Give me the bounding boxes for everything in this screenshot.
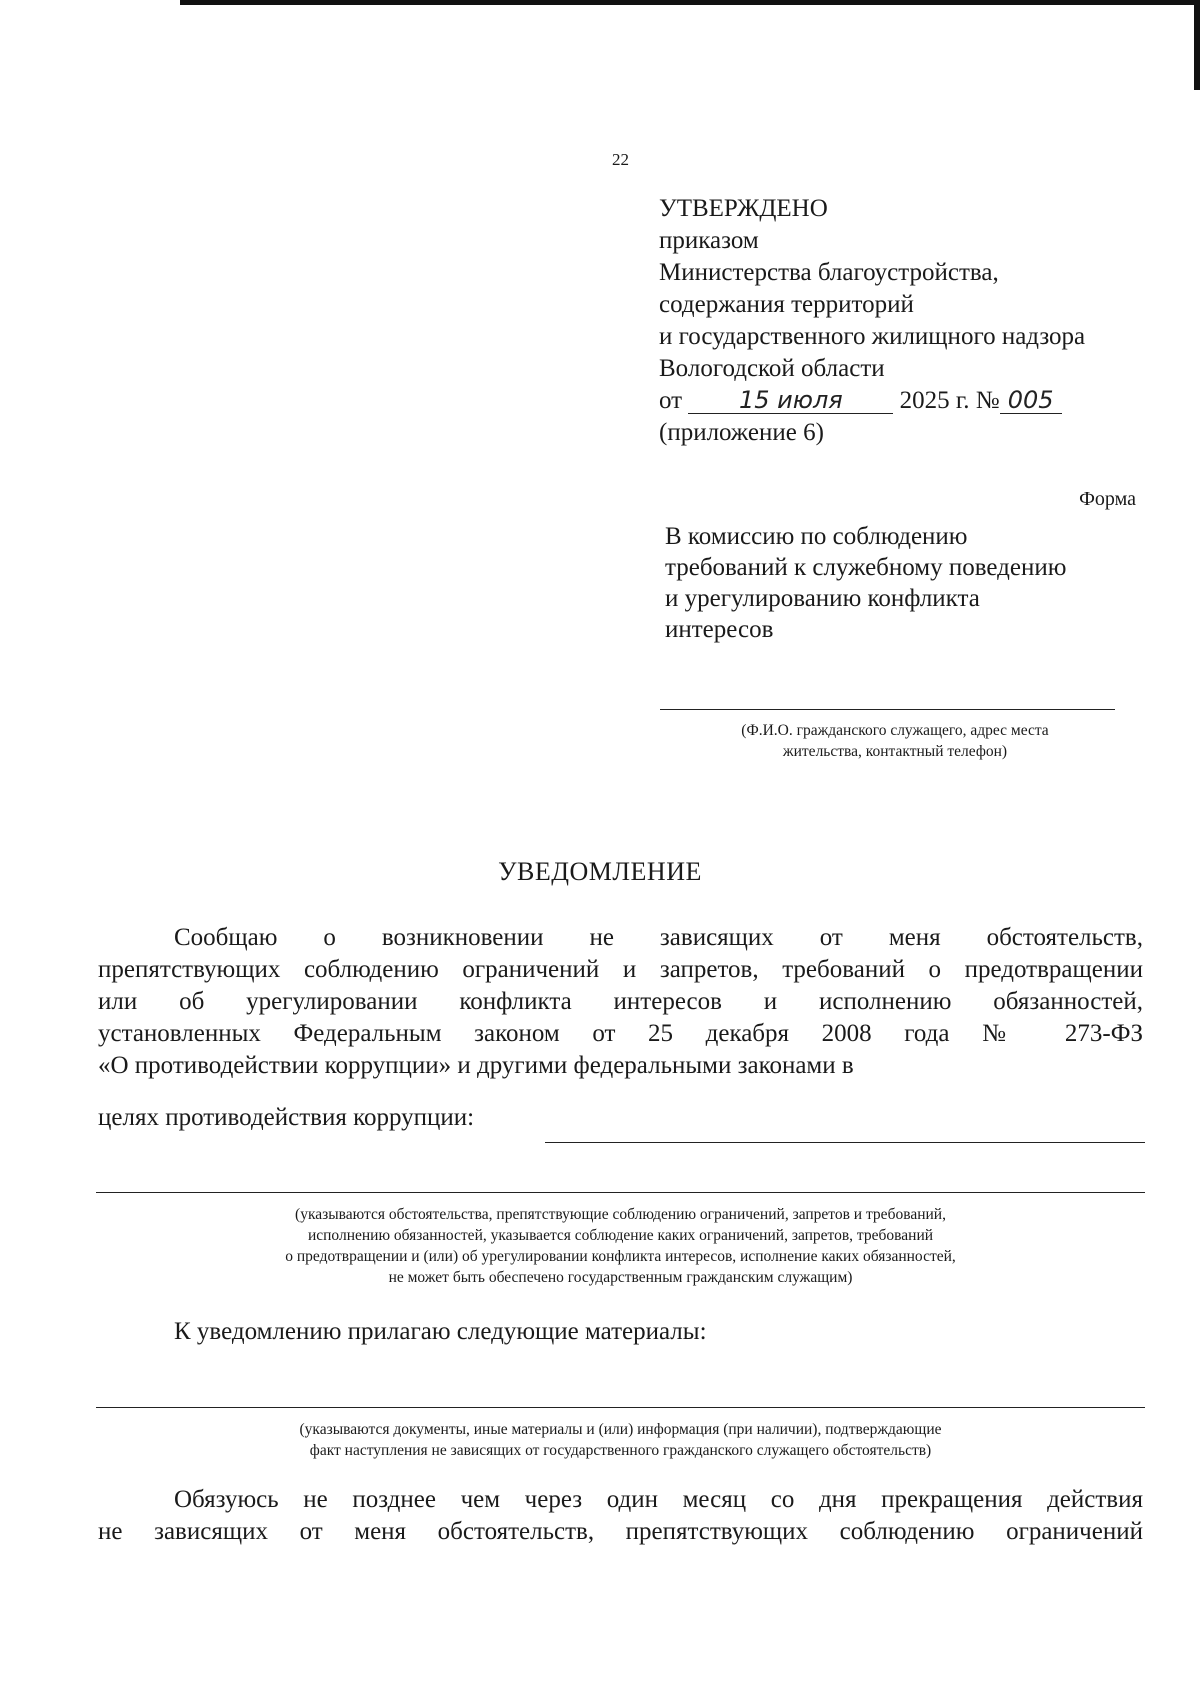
scan-edge-top [180,0,1200,5]
approval-date-line [659,385,1085,417]
form-label: Форма [1079,488,1136,510]
approval-line: Министерства благоустройства, [659,259,999,286]
circumstances-caption: (указываются обстоятельства, препятствующие соблюдению ограничений, запретов и требований, исполнению обязанностей, указывается соблюдение каких ограничений, запретов, требований о предотвращении и (или) об урегулировании конфликта интересов, исполнение каких обязанностей, не может быть обеспечено государственным гражданским служащим) [285,1206,956,1286]
addressee-line: интересов [665,616,774,643]
circumstances-fill-line-2 [96,1192,1145,1193]
paragraph-1: Сообщаю о возникновении не зависящих от меня обстоятельств, препятствующих соблюдению ограничений и запретов, требований о предотвращении или об урегулировании конфликта интересов и исполнению обязанностей, установленных Федеральным законом от 25 декабря 2008 года № 273-ФЗ «О противодействии коррупции» и другими федеральными законами в [98,924,1143,1079]
approval-appendix: (приложение 6) [659,419,824,446]
approval-line: и государственного жилищного надзора [659,323,1086,350]
date-handwritten: 15 июля [688,387,893,414]
paragraph-3: Обязуюсь не позднее чем через один месяц со дня прекращения действия не зависящих от меня обстоятельств, препятствующих соблюдению ограничений [98,1486,1143,1545]
addressee-line: и урегулированию конфликта [665,585,980,612]
paragraph-1-tail: целях противодействия коррупции: [98,1104,475,1131]
addressee-line: требований к служебному поведению [665,554,1067,581]
year-text: 2025 г. № [899,387,1000,414]
document-title: УВЕДОМЛЕНИЕ [498,857,702,886]
page-number: 22 [612,150,629,169]
applicant-fill-line [660,709,1115,710]
applicant-caption: (Ф.И.О. гражданского служащего, адрес места жительства, контактный телефон) [741,722,1049,760]
approval-heading: УТВЕРЖДЕНО [659,195,828,222]
scan-edge-right [1194,0,1200,90]
approval-block [659,193,1085,449]
materials-caption: (указываются документы, иные материалы и (или) информация (при наличии), подтверждающие факт наступления не зависящих от государственного гражданского служащего обстоятельств) [299,1421,942,1459]
approval-line: содержания территорий [659,291,914,318]
materials-intro: К уведомлению прилагаю следующие материалы: [174,1318,707,1345]
order-number-handwritten: 005 [1000,387,1062,414]
addressee-line: В комиссию по соблюдению [665,523,968,550]
circumstances-fill-line-1 [545,1142,1145,1143]
addressee-block [665,521,1066,645]
materials-fill-line [96,1407,1145,1408]
approval-line: Вологодской области [659,355,885,382]
approval-line: приказом [659,227,759,254]
date-prefix: от [659,387,683,414]
